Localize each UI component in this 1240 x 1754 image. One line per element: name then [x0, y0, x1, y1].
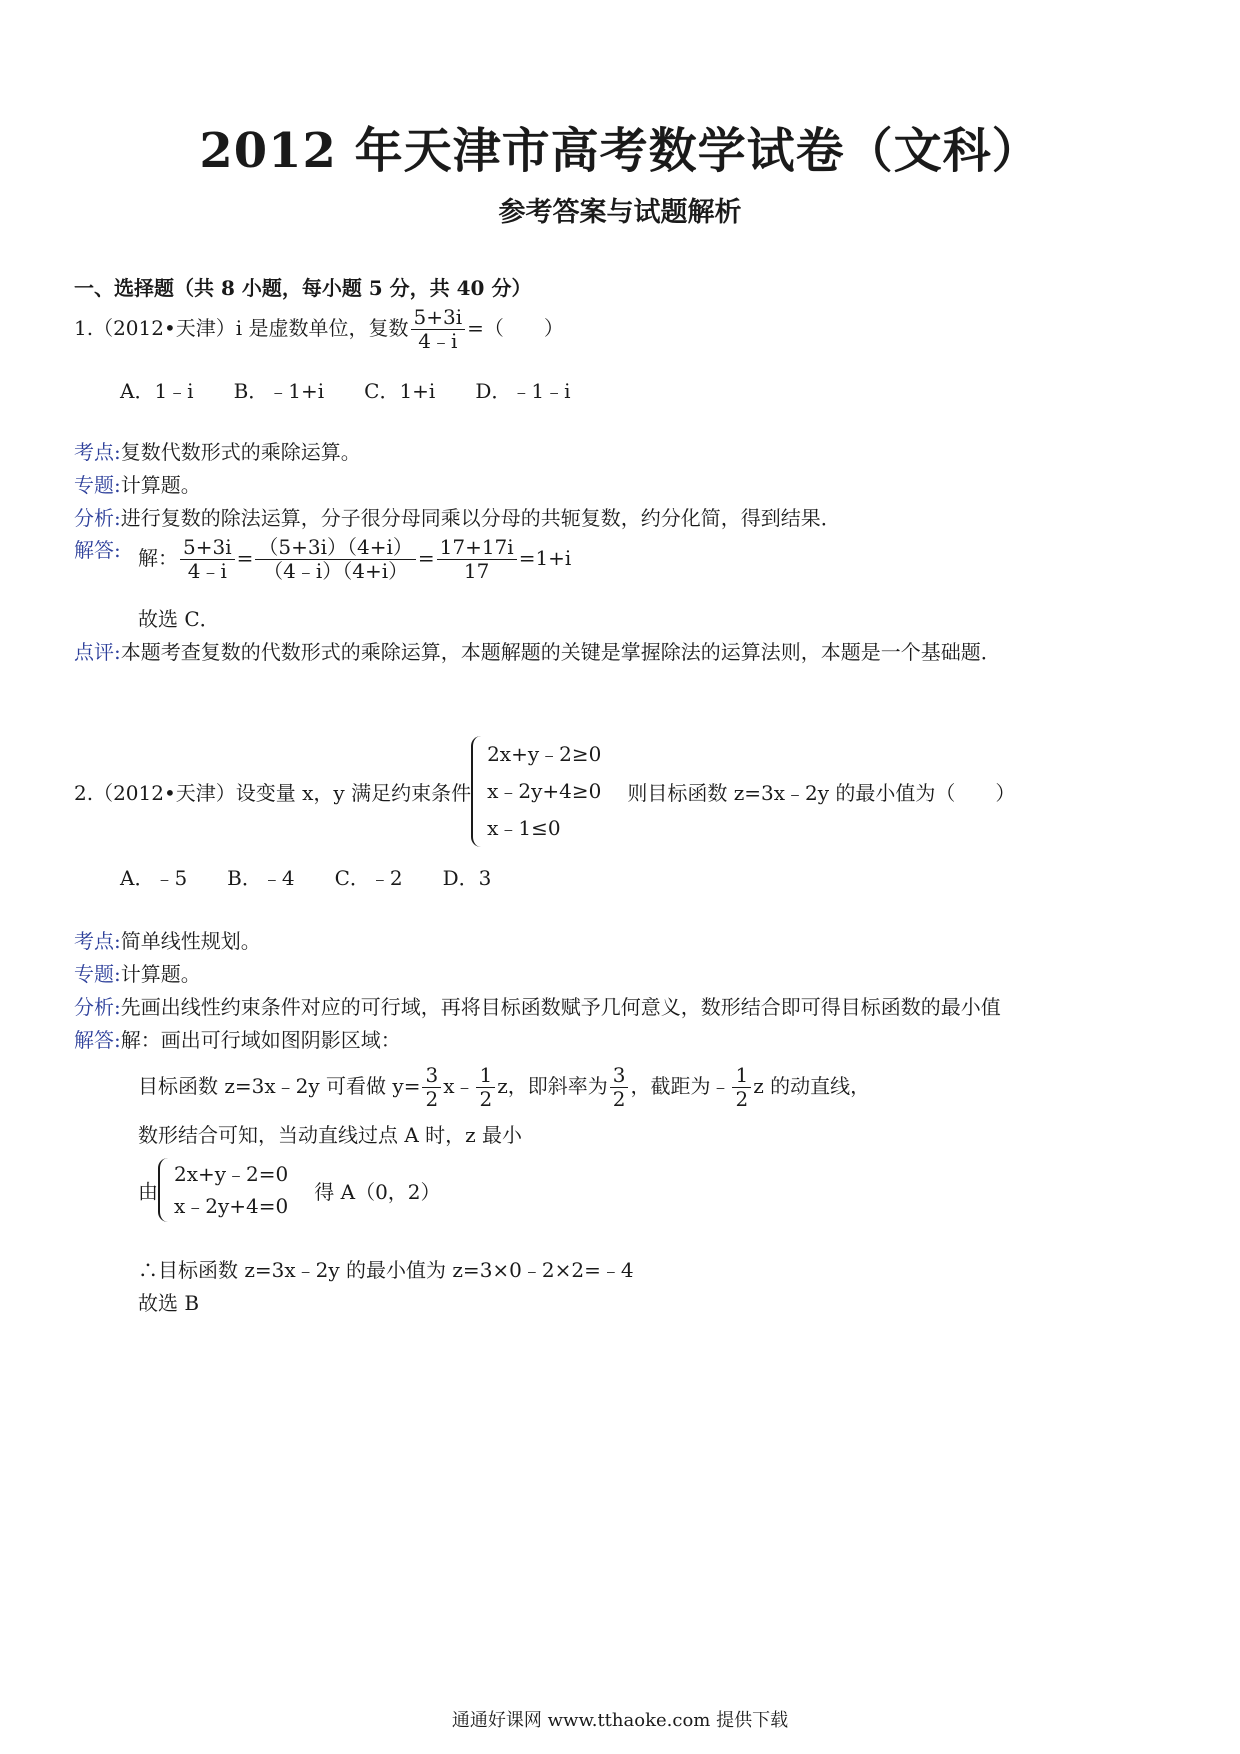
q1-stem: [74, 306, 564, 353]
q2-jieda: 解答:解：画出可行域如图阴影区域：: [74, 1028, 401, 1052]
q2-prefix: 2.（2012•天津）设变量 x，y 满足约束条件: [74, 781, 472, 805]
footer-source: 通通好课网 www.tthaoke.com 提供下载: [451, 1710, 789, 1731]
q2-solution-system: 由 2x+y﹣2=0 x﹣2y+4=0 得 A（0，2）: [138, 1158, 441, 1222]
q2-solution-line-2: 目标函数 z=3x﹣2y 可看做 y= $\frac{3}{2}$ x﹣ $\frac{1}{2}$ z，即斜率为 $\frac{3}{2}$ ，截距为﹣ $\frac{1}{2}$ z 的动直线，: [138, 1063, 871, 1111]
q1-suffix: =（ ）: [467, 316, 564, 340]
kaodian-label: 考点:: [74, 929, 121, 953]
q1-dianping: 点评:本题考查复数的代数形式的乘除运算，本题解题的关键是掌握除法的运算法则，本题是一个基础题．: [74, 640, 1001, 664]
jieda-label: 解答:: [74, 1028, 121, 1052]
frac-slope: $\frac{3}{2}$: [610, 1064, 629, 1111]
frac-intercept: $\frac{1}{2}$: [732, 1064, 751, 1111]
q2-suffix: 则目标函数 z=3x﹣2y 的最小值为（ ）: [627, 781, 1016, 805]
q1-solution-line: 解： $\frac{5+3i}{4﹣i}$ = $\frac{(5+3i)(4+i)}{(4﹣i)(4+i)}$ = $\frac{17+17i}{17}$ =1+i: [138, 535, 572, 583]
brace-icon: [158, 1158, 170, 1222]
section-heading: 一、选择题（共 8 小题，每小题 5 分，共 40 分）: [74, 276, 532, 300]
q1-fenxi: 分析:进行复数的除法运算，分子很分母同乘以分母的共轭复数，约分化简，得到结果．: [74, 506, 841, 530]
q2-answer: 故选 B: [138, 1291, 200, 1315]
q1-answer: 故选 C．: [138, 607, 220, 631]
fenxi-label: 分析:: [74, 506, 121, 530]
q1-prefix: 1.（2012•天津）i 是虚数单位，复数: [74, 316, 409, 340]
kaodian-label: 考点:: [74, 440, 121, 464]
zhuanti-label: 专题:: [74, 962, 121, 986]
frac-3-over-2: $\frac{3}{2}$: [422, 1064, 441, 1111]
q1-jieda-label: 解答:: [74, 538, 121, 562]
q1-options: A．1﹣i B．﹣1+i C．1+i D．﹣1﹣i: [120, 379, 571, 403]
fenxi-label: 分析:: [74, 995, 121, 1019]
q2-zhuanti: 专题:计算题。: [74, 962, 201, 986]
q1-solution-frac-2: $\frac{(5+3i)(4+i)}{(4﹣i)(4+i)}$: [255, 536, 415, 583]
q1-solution-frac-3: $\frac{17+17i}{17}$: [437, 536, 517, 583]
q2-stem: [74, 736, 1015, 847]
q2-equation-system: 2x+y﹣2=0 x﹣2y+4=0: [158, 1158, 288, 1222]
q1-solution-frac-1: $\frac{5+3i}{4﹣i}$: [180, 536, 235, 583]
q2-solution-line-5: ∴目标函数 z=3x﹣2y 的最小值为 z=3×0﹣2×2=﹣4: [138, 1258, 634, 1282]
q2-kaodian: 考点:简单线性规划。: [74, 929, 261, 953]
q2-options: A．﹣5 B．﹣4 C．﹣2 D．3: [120, 866, 492, 890]
page-title: 2012 年天津市高考数学试卷（文科）: [199, 123, 1041, 179]
q1-fraction: $\frac{5+3i}{4﹣i}$: [411, 306, 466, 353]
frac-1-over-2: $\frac{1}{2}$: [476, 1064, 495, 1111]
q1-kaodian: 考点:复数代数形式的乘除运算。: [74, 440, 361, 464]
zhuanti-label: 专题:: [74, 473, 121, 497]
brace-icon: [471, 736, 483, 847]
q2-fenxi: 分析:先画出线性约束条件对应的可行域，再将目标函数赋予几何意义，数形结合即可得目标函数的最小值: [74, 995, 1001, 1019]
page-subtitle: 参考答案与试题解析: [498, 197, 742, 228]
q2-constraint-system: 2x+y﹣2≥0 x﹣2y+4≥0 x﹣1≤0: [471, 736, 601, 847]
q1-zhuanti: 专题:计算题。: [74, 473, 201, 497]
q2-solution-line-3: 数形结合可知，当动直线过点 A 时，z 最小: [138, 1123, 523, 1147]
dianping-label: 点评:: [74, 640, 121, 664]
